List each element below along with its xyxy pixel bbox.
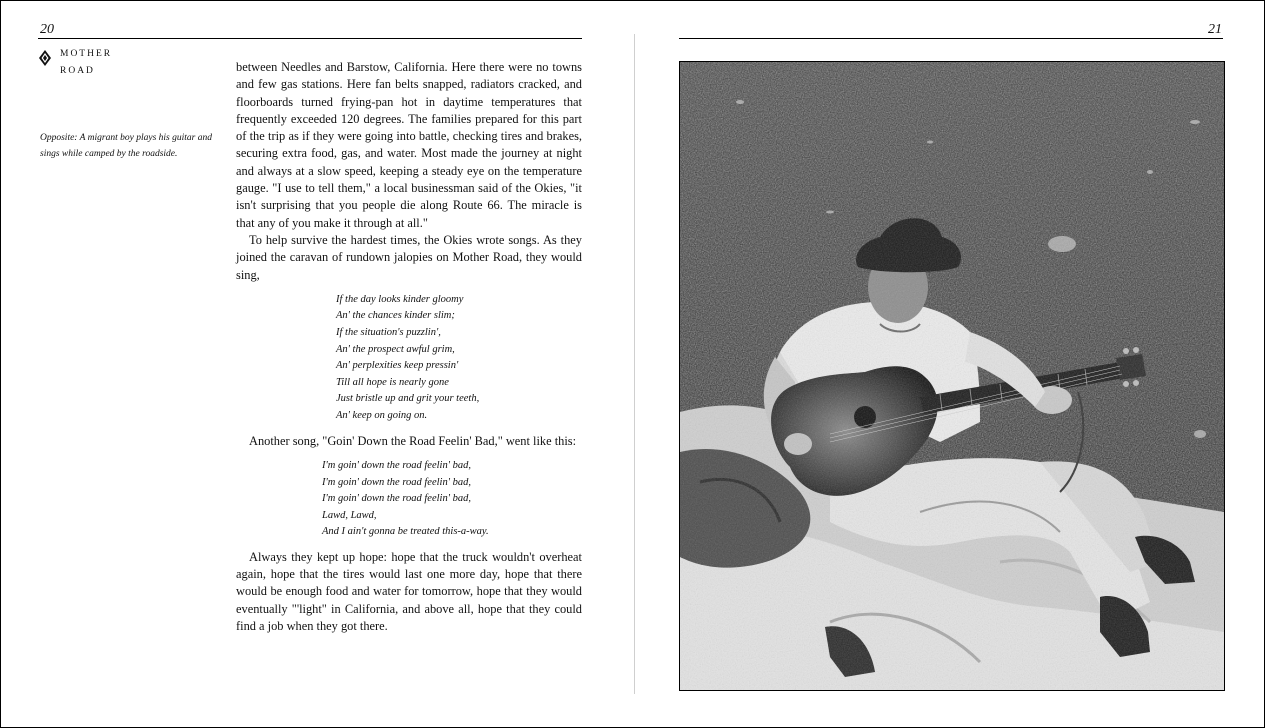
verse-line: I'm goin' down the road feelin' bad,: [322, 493, 471, 505]
paragraph: Another song, "Goin' Down the Road Feelin' Bad," went like this:: [249, 433, 577, 448]
body-text: [236, 59, 582, 635]
verse-line: Till all hope is nearly gone: [336, 376, 449, 388]
verse-line: I'm goin' down the road feelin' bad,: [322, 476, 471, 488]
right-page-number: 21: [1208, 22, 1222, 37]
verse-line: Just bristle up and grit your teeth,: [336, 393, 480, 405]
photograph-migrant-boy-with-guitar: [679, 61, 1225, 691]
verse-line: An' perplexities keep pressin': [336, 360, 459, 372]
verse-line: An' keep on going on.: [336, 410, 428, 422]
page-gutter: [634, 34, 635, 694]
left-header-rule: [38, 38, 582, 39]
section-title-line1: MOTHER: [60, 49, 113, 59]
song-verse-2: [322, 458, 582, 541]
photo-caption: Opposite: A migrant boy plays his guitar and sings while camped by the roadside.: [40, 133, 212, 159]
left-page-number: 20: [40, 22, 54, 37]
song-verse-1: [336, 292, 582, 425]
verse-line: And I ain't gonna be treated this-a-way.: [322, 526, 489, 538]
verse-line: Lawd, Lawd,: [322, 509, 377, 521]
section-title: [60, 46, 112, 80]
diamond-ornament-icon: [38, 50, 52, 66]
paragraph: Always they kept up hope: hope that the truck wouldn't overheat again, hope that the tires would last one more day, hope that there would be enough food and water for tomorrow, hope that they would eventually "'light" in California, and above all, hope that they could find a job when they got there.: [236, 549, 582, 634]
section-title-line2: ROAD: [60, 66, 95, 76]
verse-line: An' the prospect awful grim,: [336, 343, 455, 355]
verse-line: If the situation's puzzlin',: [336, 327, 441, 339]
verse-line: An' the chances kinder slim;: [336, 310, 455, 322]
verse-line: If the day looks kinder gloomy: [336, 293, 464, 305]
paragraph: To help survive the hardest times, the Okies wrote songs. As they joined the caravan of rundown jalopies on Mother Road, they would sing,: [236, 232, 582, 282]
paragraph: between Needles and Barstow, California. Here there were no towns and few gas stations. Here fan belts snapped, radiators cracked, and floorboards turned frying-pan hot in daytime temperatures that frequently exceeded 120 degrees. The families prepared for this part of the trip as if they were going into battle, checking tires and brakes, securing extra food, gas, and water. Most made the journey at night and always at a slow speed, keeping a steady eye on the temperature gauge. "I use to tell them," a local businessman said of the Okies, "it isn't surprising that you people die along Route 66. The miracle is that any of you make it through at all.": [236, 60, 582, 230]
verse-line: I'm goin' down the road feelin' bad,: [322, 459, 471, 471]
right-header-rule: [679, 38, 1223, 39]
